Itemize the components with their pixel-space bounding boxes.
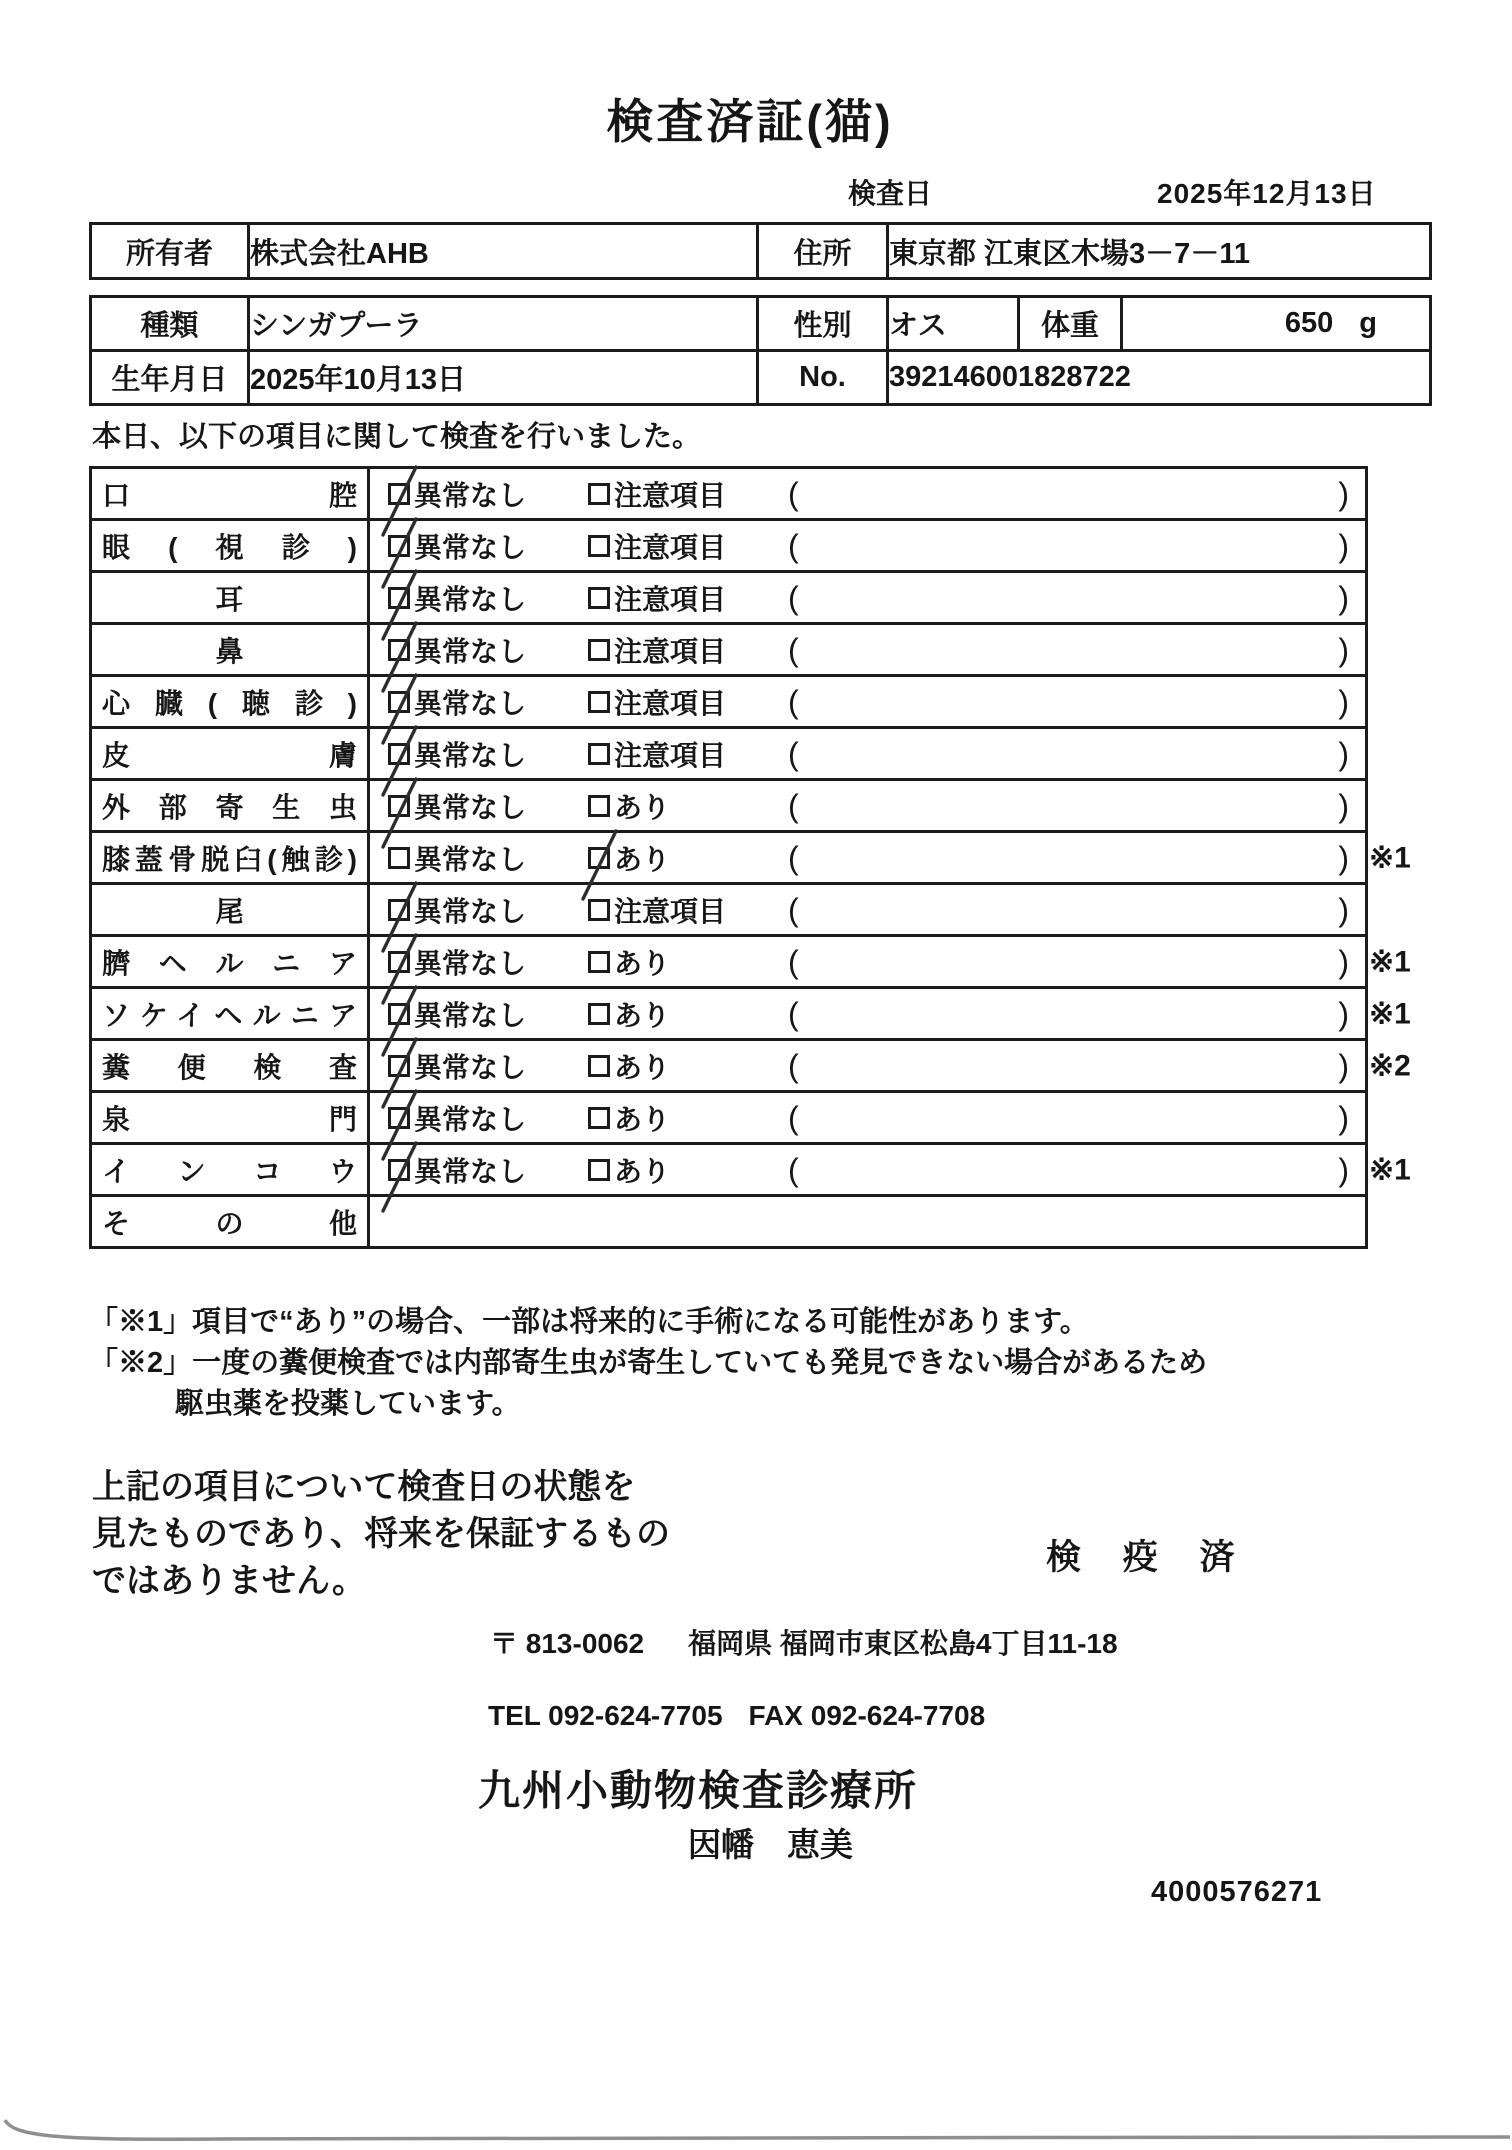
postal-code: 〒 813-0062 xyxy=(490,1628,645,1659)
exam-date-label: 検査日 xyxy=(848,178,933,209)
checkbox xyxy=(588,795,610,817)
paren-open: ( xyxy=(788,891,799,928)
weight-value-cell xyxy=(1122,297,1431,351)
intro-text: 本日、以下の項目に関して検査を行いました。 xyxy=(92,421,702,453)
row-content-cell xyxy=(369,520,1367,572)
checkbox xyxy=(388,847,410,869)
paren-open: ( xyxy=(788,943,799,980)
row-content-cell xyxy=(369,676,1367,728)
row-label: ソケイヘルニア xyxy=(102,999,357,1031)
paren-close: ) xyxy=(1338,1099,1349,1136)
checklist-table xyxy=(89,466,1411,1249)
checklist-row xyxy=(91,1040,1367,1092)
option xyxy=(588,838,788,878)
paren-close: ) xyxy=(1338,891,1349,928)
paren-open: ( xyxy=(788,1151,799,1188)
checkbox xyxy=(388,535,410,557)
row-content xyxy=(370,469,1365,518)
paren-close: ) xyxy=(1338,1047,1349,1084)
row-label: インコウ xyxy=(102,1155,357,1187)
checkbox xyxy=(588,743,610,765)
paren-open: ( xyxy=(788,995,799,1032)
option xyxy=(588,1150,788,1190)
checkbox xyxy=(388,951,410,973)
option xyxy=(388,1150,588,1190)
checklist-row xyxy=(91,1144,1367,1196)
row-content xyxy=(370,1197,1365,1246)
row-label: 糞便検査 xyxy=(102,1051,357,1083)
checklist-row xyxy=(91,1196,1367,1248)
owner-value: 株式会社AHB xyxy=(249,224,758,279)
row-content-cell xyxy=(369,884,1367,936)
option-label: あり xyxy=(614,843,671,875)
paren-open: ( xyxy=(788,527,799,564)
document-title: 検査済証(猫) xyxy=(606,95,894,148)
option-label: あり xyxy=(614,791,671,823)
checkbox xyxy=(588,587,610,609)
checklist-row xyxy=(91,520,1367,572)
checklist-row xyxy=(91,936,1367,988)
checkbox xyxy=(588,1159,610,1181)
row-content xyxy=(370,885,1365,934)
option-label: 異常なし xyxy=(414,531,527,563)
owner-table xyxy=(89,222,1432,280)
checkbox xyxy=(588,951,610,973)
row-content-cell xyxy=(369,988,1411,1040)
checklist-row xyxy=(91,728,1367,780)
disclaimer-line: 上記の項目について検査日の状態を xyxy=(92,1468,636,1506)
paren-close: ) xyxy=(1338,787,1349,824)
option-label: 異常なし xyxy=(414,791,527,823)
footnotes xyxy=(89,1302,1207,1425)
footnote-line: 駆虫薬を投薬しています。 xyxy=(175,1388,521,1420)
paren-close: ) xyxy=(1338,943,1349,980)
row-label: 耳 xyxy=(215,583,244,615)
weight-label: 体重 xyxy=(1019,297,1122,351)
option-label: あり xyxy=(614,947,671,979)
paren-close: ) xyxy=(1338,683,1349,720)
option xyxy=(388,682,588,722)
checkbox xyxy=(588,899,610,921)
checklist-row xyxy=(91,832,1367,884)
clinic-postal-address xyxy=(490,1630,1118,1658)
checklist-row xyxy=(91,468,1367,520)
row-content-cell xyxy=(369,1092,1367,1144)
row-label: 尾 xyxy=(215,895,244,927)
option-label: 注意項目 xyxy=(614,895,727,927)
row-label-cell xyxy=(91,728,369,780)
disclaimer xyxy=(92,1464,670,1605)
row-label: 口腔 xyxy=(102,479,357,511)
checkbox xyxy=(588,847,610,869)
option xyxy=(588,734,788,774)
checkbox xyxy=(588,691,610,713)
checkbox xyxy=(588,1003,610,1025)
row-content-cell xyxy=(369,780,1367,832)
option xyxy=(588,630,788,670)
row-content-cell xyxy=(369,572,1367,624)
quarantine-stamp: 検 疫 済 xyxy=(1046,1538,1251,1577)
option-label: 異常なし xyxy=(414,687,527,719)
option xyxy=(388,1098,588,1138)
address-value: 東京都 江東区木場3－7－11 xyxy=(888,224,1431,279)
check-mark-icon xyxy=(576,828,622,902)
option-label: 異常なし xyxy=(414,479,527,511)
row-label-cell xyxy=(91,936,369,988)
checkbox xyxy=(388,743,410,765)
checkbox xyxy=(388,1003,410,1025)
row-content xyxy=(370,1145,1365,1194)
paren-open: ( xyxy=(788,1047,799,1084)
option xyxy=(388,474,588,514)
option xyxy=(388,994,588,1034)
option-label: 異常なし xyxy=(414,1051,527,1083)
row-label: 臍ヘルニア xyxy=(102,947,357,979)
option-label: 注意項目 xyxy=(614,635,727,667)
checkbox xyxy=(388,1107,410,1129)
row-content-cell xyxy=(369,624,1367,676)
paren-close: ) xyxy=(1338,995,1349,1032)
reference-mark: ※2 xyxy=(1369,1049,1411,1082)
row-content xyxy=(370,625,1365,674)
row-content-cell xyxy=(369,936,1411,988)
row-label: 鼻 xyxy=(215,635,244,667)
checkbox xyxy=(588,639,610,661)
row-content xyxy=(370,573,1365,622)
row-content-cell xyxy=(369,1040,1411,1092)
option-label: あり xyxy=(614,999,671,1031)
option xyxy=(588,1046,788,1086)
weight-value: 650 xyxy=(1284,307,1334,339)
no-label: No. xyxy=(758,351,888,405)
option xyxy=(588,682,788,722)
serial-number: 4000576271 xyxy=(1151,1876,1323,1908)
paren-close: ) xyxy=(1338,579,1349,616)
row-content xyxy=(370,677,1365,726)
sex-value: オス xyxy=(888,297,1019,351)
owner-row xyxy=(91,224,1431,279)
reference-mark: ※1 xyxy=(1369,841,1411,874)
option xyxy=(388,942,588,982)
option-label: 異常なし xyxy=(414,895,527,927)
option xyxy=(588,1098,788,1138)
checkbox xyxy=(388,899,410,921)
weight-unit: g xyxy=(1359,307,1377,339)
row-content xyxy=(370,781,1365,830)
paren-close: ) xyxy=(1338,735,1349,772)
checkbox xyxy=(388,1055,410,1077)
clinic-address: 福岡県 福岡市東区松島4丁目11-18 xyxy=(688,1628,1118,1659)
reference-mark: ※1 xyxy=(1369,1153,1411,1186)
paren-open: ( xyxy=(788,839,799,876)
birth-value: 2025年10月13日 xyxy=(249,351,758,405)
option-label: 注意項目 xyxy=(614,479,727,511)
option xyxy=(588,526,788,566)
paren-close: ) xyxy=(1338,839,1349,876)
species-value: シンガプーラ xyxy=(249,297,758,351)
option xyxy=(388,630,588,670)
row-label: 外部寄生虫 xyxy=(102,791,357,823)
row-label-cell xyxy=(91,1040,369,1092)
paren-open: ( xyxy=(788,631,799,668)
sex-label: 性別 xyxy=(758,297,888,351)
option xyxy=(388,786,588,826)
checkbox xyxy=(388,1159,410,1181)
footnote-line: 「※2」一度の糞便検査では内部寄生虫が寄生していても発見できない場合があるため xyxy=(89,1347,1208,1379)
row-label-cell xyxy=(91,520,369,572)
row-label: 皮膚 xyxy=(102,739,357,771)
checklist-row xyxy=(91,988,1367,1040)
row-content xyxy=(370,989,1365,1038)
birth-label: 生年月日 xyxy=(91,351,249,405)
row-content-cell xyxy=(369,832,1411,884)
checklist-row xyxy=(91,676,1367,728)
option xyxy=(588,474,788,514)
row-label: 膝蓋骨脱臼(触診) xyxy=(102,843,357,875)
option-label: 注意項目 xyxy=(614,531,727,563)
clinic-name: 九州小動物検査診療所 xyxy=(478,1767,919,1814)
option-label: 注意項目 xyxy=(614,583,727,615)
option-label: あり xyxy=(614,1103,671,1135)
paren-open: ( xyxy=(788,787,799,824)
paren-close: ) xyxy=(1338,631,1349,668)
option xyxy=(388,526,588,566)
row-label: その他 xyxy=(102,1207,357,1239)
row-content xyxy=(370,833,1365,882)
option xyxy=(388,734,588,774)
no-value: 392146001828722 xyxy=(888,351,1431,405)
row-label-cell xyxy=(91,1092,369,1144)
paren-open: ( xyxy=(788,579,799,616)
row-label-cell xyxy=(91,832,369,884)
option-label: あり xyxy=(614,1051,671,1083)
row-content-cell xyxy=(369,1196,1367,1248)
row-content-cell xyxy=(369,1144,1411,1196)
species-row xyxy=(91,297,1431,351)
paren-open: ( xyxy=(788,1099,799,1136)
reference-mark: ※1 xyxy=(1369,945,1411,978)
checkbox xyxy=(388,483,410,505)
exam-date-value: 2025年12月13日 xyxy=(1157,178,1377,209)
checklist-row xyxy=(91,624,1367,676)
option-label: 異常なし xyxy=(414,635,527,667)
row-label-cell xyxy=(91,1196,369,1248)
row-label: 心臓(聴診) xyxy=(102,687,357,719)
clinic-phone-line xyxy=(488,1702,985,1730)
animal-table xyxy=(89,295,1432,406)
option-label: あり xyxy=(614,1155,671,1187)
paren-open: ( xyxy=(788,735,799,772)
row-label-cell xyxy=(91,988,369,1040)
paren-close: ) xyxy=(1338,1151,1349,1188)
option-label: 異常なし xyxy=(414,1155,527,1187)
option-label: 異常なし xyxy=(414,583,527,615)
option-label: 注意項目 xyxy=(614,687,727,719)
checkbox xyxy=(588,1055,610,1077)
tel-number: TEL 092-624-7705 xyxy=(488,1700,723,1731)
birth-row xyxy=(91,351,1431,405)
checklist-rows xyxy=(91,468,1411,1248)
option-label: 異常なし xyxy=(414,843,527,875)
checkbox xyxy=(588,535,610,557)
option xyxy=(588,994,788,1034)
row-label-cell xyxy=(91,1144,369,1196)
row-content xyxy=(370,1093,1365,1142)
checkbox xyxy=(388,795,410,817)
row-label: 泉門 xyxy=(102,1103,357,1135)
row-content-cell xyxy=(369,468,1367,520)
row-label-cell xyxy=(91,624,369,676)
row-content-cell xyxy=(369,728,1367,780)
examiner-name: 因幡 恵美 xyxy=(688,1826,853,1863)
paren-close: ) xyxy=(1338,475,1349,512)
option xyxy=(388,890,588,930)
footnote-line: 「※1」項目で“あり”の場合、一部は将来的に手術になる可能性があります。 xyxy=(89,1306,1089,1338)
option-label: 異常なし xyxy=(414,1103,527,1135)
species-label: 種類 xyxy=(91,297,249,351)
option xyxy=(388,1046,588,1086)
check-mark-icon xyxy=(376,1140,422,1214)
checkbox xyxy=(588,483,610,505)
owner-label: 所有者 xyxy=(91,224,249,279)
row-content xyxy=(370,521,1365,570)
checklist-row xyxy=(91,780,1367,832)
option-label: 異常なし xyxy=(414,739,527,771)
row-label-cell xyxy=(91,468,369,520)
paren-open: ( xyxy=(788,475,799,512)
paren-open: ( xyxy=(788,683,799,720)
option-label: 注意項目 xyxy=(614,739,727,771)
reference-mark: ※1 xyxy=(1369,997,1411,1030)
row-label-cell xyxy=(91,572,369,624)
row-content xyxy=(370,937,1365,986)
disclaimer-line: ではありません。 xyxy=(92,1562,367,1600)
row-content xyxy=(370,729,1365,778)
option-label: 異常なし xyxy=(414,999,527,1031)
row-label: 眼(視診) xyxy=(102,531,357,563)
option xyxy=(588,942,788,982)
option xyxy=(388,578,588,618)
row-label-cell xyxy=(91,676,369,728)
checklist-row xyxy=(91,884,1367,936)
paren-close: ) xyxy=(1338,527,1349,564)
scan-edge-line xyxy=(0,2112,1512,2150)
fax-number: FAX 092-624-7708 xyxy=(748,1700,986,1731)
checklist-row xyxy=(91,572,1367,624)
row-label-cell xyxy=(91,780,369,832)
option xyxy=(588,578,788,618)
row-label-cell xyxy=(91,884,369,936)
disclaimer-line: 見たものであり、将来を保証するもの xyxy=(92,1515,670,1553)
address-label: 住所 xyxy=(758,224,888,279)
checkbox xyxy=(588,1107,610,1129)
checkbox xyxy=(388,587,410,609)
checkbox xyxy=(388,691,410,713)
check-mark-icon xyxy=(376,776,422,850)
checkbox xyxy=(388,639,410,661)
checklist-row xyxy=(91,1092,1367,1144)
row-content xyxy=(370,1041,1365,1090)
option-label: 異常なし xyxy=(414,947,527,979)
option xyxy=(588,786,788,826)
